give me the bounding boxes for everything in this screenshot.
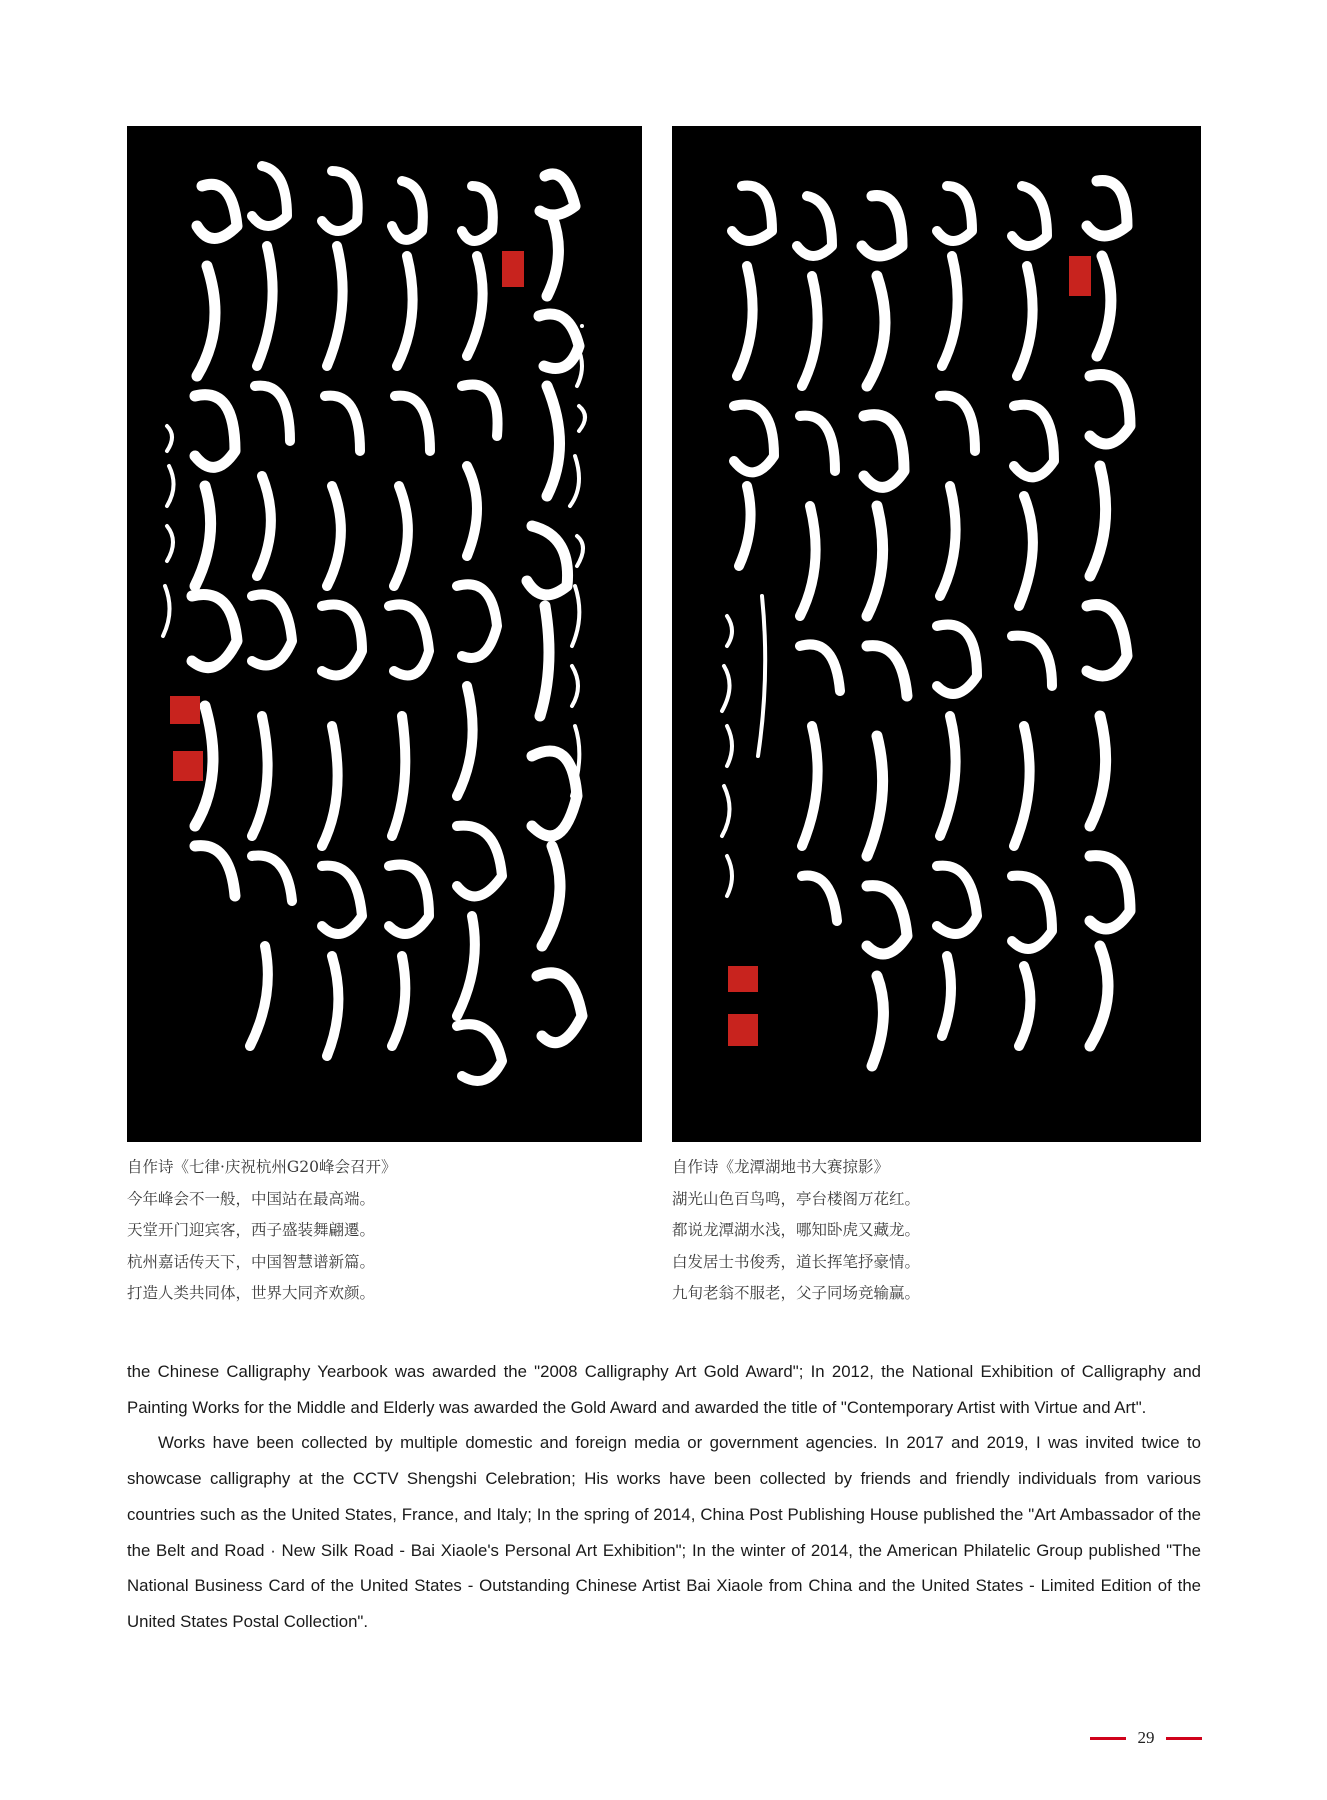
seal-stamp-top: [1069, 256, 1091, 296]
body-paragraph: Works have been collected by multiple domestic and foreign media or government agencies. In 2017 and 2019, I was invited twice to showcase calligraphy at the CCTV Shengshi Celebration; His works have been collected by friends and friendly individuals from various countries such as the United States, France, and Italy; In the spring of 2014, China Post Publishing House published the "Art Ambassador of the the Belt and Road · New Silk Road - Bai Xiaole's Personal Art Exhibition"; In the winter of 2014, the American Philatelic Group published "The National Business Card of the United States - Outstanding Chinese Artist Bai Xiaole from China and the United States - Limited Edition of the United States Postal Collection".: [127, 1433, 1201, 1631]
artwork-caption-left: [127, 1152, 397, 1310]
poem-line: 九旬老翁不服老，父子同场竞输赢。: [672, 1284, 921, 1302]
footer-rule-right: [1166, 1737, 1202, 1740]
body-text: [127, 1354, 1201, 1640]
caption-title: 自作诗《七律·庆祝杭州G20峰会召开》: [127, 1158, 397, 1176]
calligraphy-artwork-right: [672, 126, 1201, 1142]
page-number: 29: [1137, 1728, 1155, 1747]
seal-stamp-lower: [173, 751, 203, 781]
poem-line: 白发居士书俊秀，道长挥笔抒豪情。: [672, 1252, 921, 1271]
poem-line: 杭州嘉话传天下，中国智慧谱新篇。: [127, 1252, 376, 1271]
page-footer: [1090, 1726, 1202, 1750]
seal-stamp-upper: [170, 696, 200, 724]
body-paragraph: the Chinese Calligraphy Yearbook was awarded the "2008 Calligraphy Art Gold Award"; In 2012, the National Exhibition of Calligraphy and Painting Works for the Middle and Elderly was awarded the Gold Award and awarded the title of "Contemporary Artist with Virtue and Art".: [127, 1362, 1201, 1417]
calligraphy-strokes-left: [127, 126, 642, 1142]
seal-stamp-upper: [728, 966, 758, 992]
artwork-caption-right: [672, 1152, 920, 1310]
calligraphy-strokes-right: [672, 126, 1201, 1142]
poem-line: 打造人类共同体，世界大同齐欢颜。: [127, 1284, 376, 1302]
seal-stamp-top: [502, 251, 524, 287]
seal-stamp-lower: [728, 1014, 758, 1046]
poem-line: 天堂开门迎宾客，西子盛装舞翩遷。: [127, 1221, 376, 1239]
poem-line: 湖光山色百鸟鸣，亭台楼阁万花红。: [672, 1189, 921, 1208]
footer-rule-left: [1090, 1737, 1126, 1740]
poem-line: 都说龙潭湖水浅，哪知卧虎又藏龙。: [672, 1221, 921, 1239]
poem-line: 今年峰会不一般，中国站在最高端。: [127, 1189, 376, 1208]
calligraphy-artwork-left: [127, 126, 642, 1142]
caption-title: 自作诗《龙潭湖地书大赛掠影》: [672, 1158, 890, 1176]
